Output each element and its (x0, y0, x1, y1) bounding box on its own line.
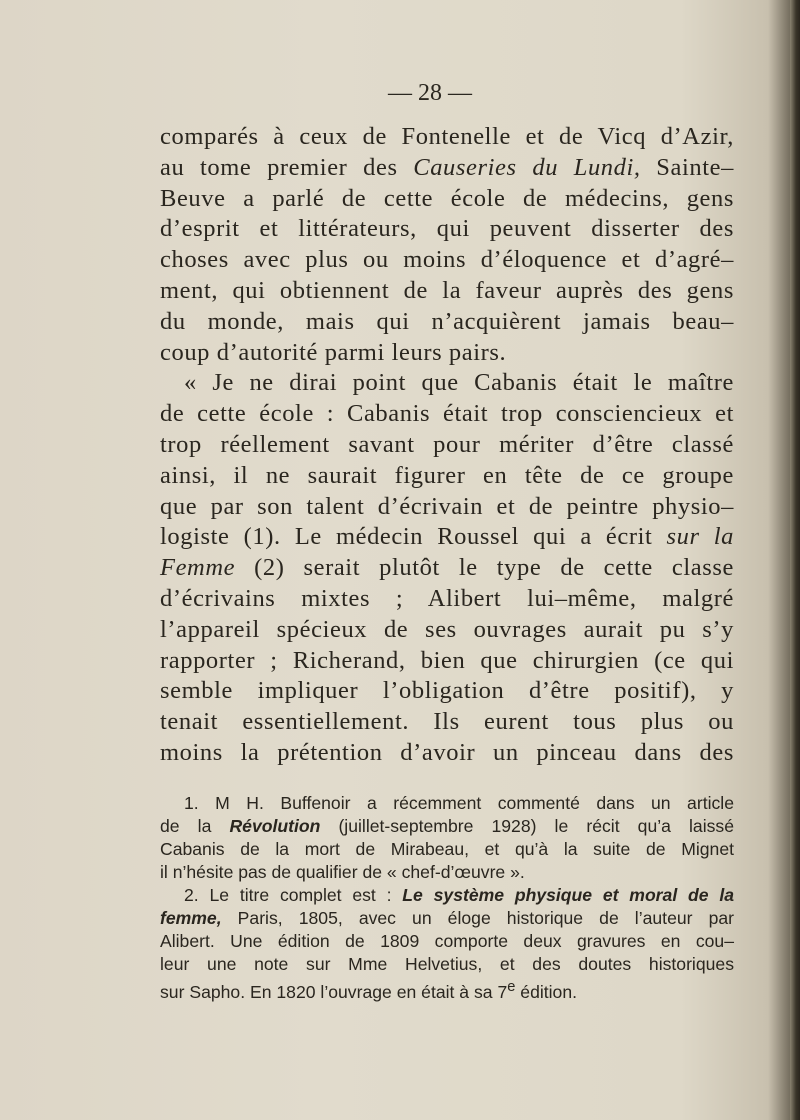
page-number: — 28 — (388, 80, 472, 106)
text-line: comparés à ceux de Fontenelle et de Vicq d’Azir, (160, 123, 734, 150)
text-line: ment, qui obtiennent de la faveur auprès des gens (160, 276, 734, 304)
text-line: « Je ne dirai point que Cabanis était le maître (184, 369, 734, 397)
footnote-line: femme, Paris, 1805, avec un éloge historique de l’auteur par (160, 908, 734, 928)
main-text (160, 122, 734, 769)
text-line: logiste (1). Le médecin Roussel qui a écrit sur la (160, 523, 734, 551)
footnote-line: 1. M H. Buffenoir a récemment commenté dans un article (184, 793, 734, 813)
italic-title: Femme (160, 554, 236, 582)
footnote-line: Cabanis de la mort de Mirabeau, et qu’à la suite de Mignet (160, 839, 734, 859)
footnote-line: il n’hésite pas de qualifier de « chef-d’œuvre ». (160, 862, 525, 882)
superscript: e (507, 979, 516, 995)
text-line: moins la prétention d’avoir un pinceau dans des (160, 738, 734, 766)
text-line: Beuve a parlé de cette école de médecins, gens (160, 184, 734, 212)
italic-title: sur la (666, 523, 734, 551)
text-line: choses avec plus ou moins d’éloquence et d’agré– (160, 246, 734, 274)
italic-title: Le système physique et moral de la (402, 885, 734, 905)
footnote-line: de la Révolution (juillet-septembre 1928) le récit qu’a laissé (160, 816, 735, 836)
footnote-line: sur Sapho. En 1820 l’ouvrage en était à sa 7e édition. (160, 979, 578, 1002)
italic-title: Causeries du Lundi, (413, 153, 641, 181)
page-binding-edge (790, 0, 800, 1120)
text-line: que par son talent d’écrivain et de peintre physio– (160, 492, 734, 520)
footnote-line: Alibert. Une édition de 1809 comporte deux gravures en cou– (160, 931, 734, 951)
text-line: du monde, mais qui n’acquièrent jamais beau– (160, 307, 734, 335)
text-line: rapporter ; Richerand, bien que chirurgien (ce qui (160, 646, 734, 674)
italic-title: femme, (160, 908, 222, 928)
text-line: ainsi, il ne saurait figurer en tête de ce groupe (160, 461, 734, 489)
italic-title: Révolution (229, 816, 321, 836)
text-line: l’appareil spécieux de ses ouvrages aurait pu s’y (160, 615, 734, 643)
text-line: semble impliquer l’obligation d’être positif), y (160, 677, 734, 705)
footnote-line: leur une note sur Mme Helvetius, et des doutes historiques (160, 954, 734, 974)
footnote-line: 2. Le titre complet est : Le système physique et moral de la (184, 885, 734, 905)
text-line: d’esprit et littérateurs, qui peuvent disserter des (160, 215, 734, 243)
text-line: tenait essentiellement. Ils eurent tous plus ou (160, 708, 734, 736)
text-line: d’écrivains mixtes ; Alibert lui–même, malgré (160, 584, 734, 612)
text-line: trop réellement savant pour mériter d’être classé (160, 430, 734, 458)
text-line: au tome premier des Causeries du Lundi, Sainte– (160, 153, 734, 181)
text-line: de cette école : Cabanis était trop consciencieux et (160, 400, 734, 428)
text-line: coup d’autorité parmi leurs pairs. (160, 338, 507, 366)
footnotes (160, 792, 734, 1004)
text-line: Femme (2) serait plutôt le type de cette classe (160, 554, 734, 582)
